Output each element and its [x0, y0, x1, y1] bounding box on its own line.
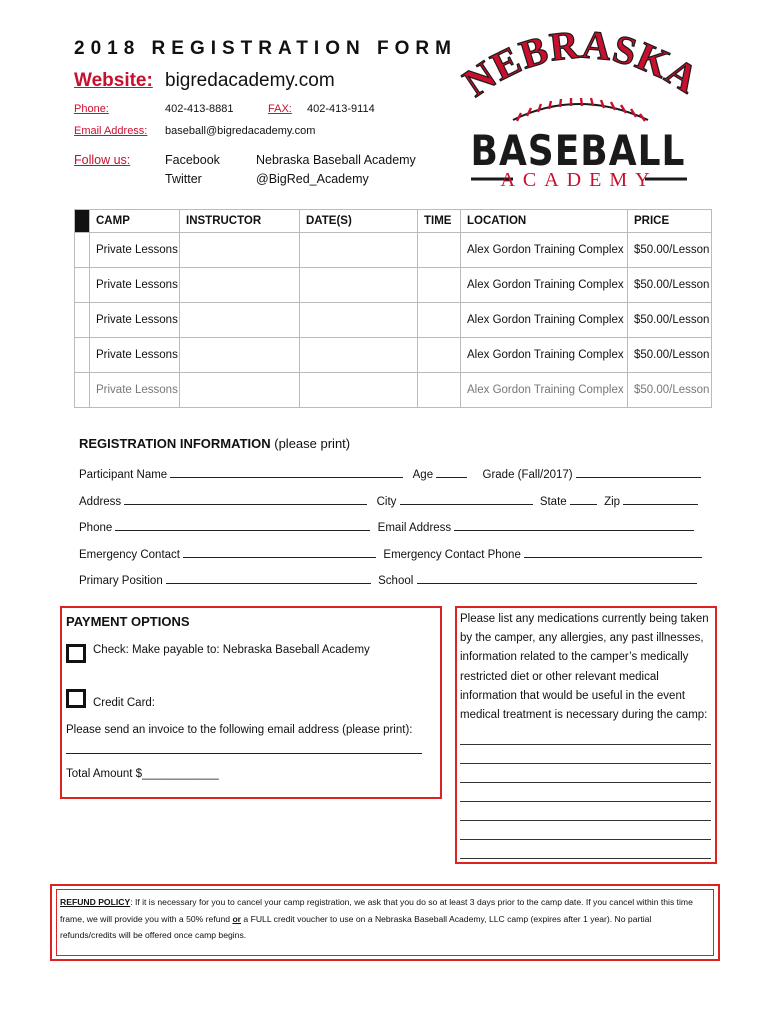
cell-dates[interactable]	[300, 338, 418, 373]
cell-price: $50.00/Lesson	[628, 268, 712, 303]
refund-text-b: a FULL credit voucher to use on a Nebraska Baseball Academy, LLC camp (expires after 1 year). No partial refunds/credits will be offered once camp begins.	[60, 913, 652, 940]
cell-price: $50.00/Lesson	[628, 373, 712, 408]
col-time: TIME	[418, 210, 461, 233]
payment-options-title: PAYMENT OPTIONS	[66, 614, 190, 629]
stitches	[517, 98, 645, 121]
refund-text-a: : If it is necessary for you to cancel your camp registration, we ask that you do so at least 3 days prior to the camp date. If you cancel within this time frame, we will provide you with a 50% refund	[60, 897, 693, 924]
cell-camp: Private Lessons	[90, 338, 180, 373]
cell-camp: Private Lessons	[90, 373, 180, 408]
cell-dates[interactable]	[300, 268, 418, 303]
table-row	[75, 268, 712, 303]
phone-label: Phone	[79, 522, 113, 534]
cell-location: Alex Gordon Training Complex	[461, 373, 628, 408]
social-handle-twitter: @BigRed_Academy	[256, 172, 369, 186]
col-dates: DATE(S)	[300, 210, 418, 233]
state-field[interactable]	[570, 492, 597, 505]
cell-dates[interactable]	[300, 233, 418, 268]
cell-location: Alex Gordon Training Complex	[461, 303, 628, 338]
fax-label: FAX:	[268, 103, 292, 115]
email-label: Email Address	[377, 522, 452, 534]
city-label: City	[376, 496, 397, 508]
form-title: 2018 REGISTRATION FORM	[74, 38, 457, 59]
table-row	[75, 338, 712, 373]
medical-line[interactable]	[460, 782, 711, 783]
cell-camp: Private Lessons	[90, 233, 180, 268]
emergency-phone-field[interactable]	[524, 545, 702, 558]
email-label: Email Address:	[74, 125, 148, 137]
medical-line[interactable]	[460, 858, 711, 859]
refund-policy-text	[60, 894, 710, 944]
registration-subtitle: (please print)	[274, 436, 351, 451]
table-row	[75, 373, 712, 408]
col-price: PRICE	[628, 210, 712, 233]
cell-time[interactable]	[418, 373, 461, 408]
stitch-arc	[513, 104, 648, 120]
table-row	[75, 303, 712, 338]
cell-location: Alex Gordon Training Complex	[461, 338, 628, 373]
primary-position-field[interactable]	[166, 571, 371, 584]
refund-policy-label: REFUND POLICY	[60, 897, 131, 907]
credit-card-label: Credit Card:	[93, 697, 155, 709]
medical-line[interactable]	[460, 839, 711, 840]
total-amount-label[interactable]: Total Amount $____________	[66, 768, 219, 780]
camp-table	[74, 209, 712, 408]
registration-title: REGISTRATION INFORMATION	[79, 436, 271, 451]
address-label: Address	[79, 496, 122, 508]
row-phone	[79, 518, 694, 534]
table-row	[75, 233, 712, 268]
cell-price: $50.00/Lesson	[628, 303, 712, 338]
participant-name-label: Participant Name	[79, 469, 168, 481]
cell-location: Alex Gordon Training Complex	[461, 268, 628, 303]
refund-or: or	[232, 913, 242, 924]
emergency-phone-label: Emergency Contact Phone	[383, 549, 521, 561]
cell-camp: Private Lessons	[90, 268, 180, 303]
col-location: LOCATION	[461, 210, 628, 233]
grade-field[interactable]	[576, 465, 701, 478]
social-network-twitter: Twitter	[165, 172, 202, 186]
cell-time[interactable]	[418, 268, 461, 303]
address-field[interactable]	[124, 492, 367, 505]
zip-label: Zip	[604, 496, 621, 508]
cell-instructor[interactable]	[180, 303, 300, 338]
cell-time[interactable]	[418, 338, 461, 373]
check-checkbox[interactable]	[66, 644, 86, 663]
col-instructor: INSTRUCTOR	[180, 210, 300, 233]
medical-line[interactable]	[460, 801, 711, 802]
fax-value: 402-413-9114	[307, 103, 375, 115]
cell-time[interactable]	[418, 233, 461, 268]
social-handle-facebook: Nebraska Baseball Academy	[256, 153, 416, 167]
row-participant	[79, 465, 701, 481]
cell-dates[interactable]	[300, 303, 418, 338]
phone-value: 402-413-8881	[165, 103, 234, 115]
cell-time[interactable]	[418, 303, 461, 338]
logo-top-word: NEBRASKA	[454, 28, 708, 106]
cell-instructor[interactable]	[180, 338, 300, 373]
city-field[interactable]	[400, 492, 533, 505]
cell-location: Alex Gordon Training Complex	[461, 233, 628, 268]
age-field[interactable]	[436, 465, 467, 478]
col-camp: CAMP	[90, 210, 180, 233]
email-field[interactable]	[454, 518, 694, 531]
grade-label: Grade (Fall/2017)	[482, 469, 573, 481]
medical-line[interactable]	[460, 744, 711, 745]
nebraska-baseball-academy-logo	[443, 28, 713, 198]
school-field[interactable]	[417, 571, 697, 584]
cell-instructor[interactable]	[180, 268, 300, 303]
follow-label: Follow us:	[74, 153, 131, 167]
primary-position-label: Primary Position	[79, 575, 163, 587]
row-emergency	[79, 545, 702, 561]
medical-line[interactable]	[460, 820, 711, 821]
row-position	[79, 571, 697, 587]
check-label: Check: Make payable to: Nebraska Baseball Academy	[93, 644, 370, 656]
emergency-contact-label: Emergency Contact	[79, 549, 180, 561]
email-value[interactable]: baseball@bigredacademy.com	[165, 125, 316, 137]
table-corner	[75, 210, 90, 233]
phone-label: Phone:	[74, 103, 109, 115]
cell-camp: Private Lessons	[90, 303, 180, 338]
logo-middle-word: BASEBALL	[470, 127, 686, 176]
phone-field[interactable]	[115, 518, 370, 531]
medical-info-text: Please list any medications currently being taken by the camper, any allergies, any past illnesses, information related to the camper’s medically restricted diet or other relevant medical information that would be useful in the event medical treatment is necessary during the camp:	[460, 613, 709, 722]
cell-instructor[interactable]	[180, 233, 300, 268]
state-label: State	[539, 496, 567, 508]
website-label: Website:	[74, 70, 153, 91]
logo-bottom-word: ACADEMY	[500, 169, 658, 191]
invoice-label: Please send an invoice to the following email address (please print):	[66, 724, 413, 736]
cell-price: $50.00/Lesson	[628, 338, 712, 373]
medical-line[interactable]	[460, 763, 711, 764]
cell-price: $50.00/Lesson	[628, 233, 712, 268]
school-label: School	[378, 575, 414, 587]
website-url[interactable]: bigredacademy.com	[165, 70, 335, 91]
credit-card-checkbox[interactable]	[66, 689, 86, 708]
invoice-email-field[interactable]	[66, 753, 422, 754]
age-label: Age	[412, 469, 434, 481]
emergency-contact-field[interactable]	[183, 545, 376, 558]
cell-dates[interactable]	[300, 373, 418, 408]
social-network-facebook: Facebook	[165, 153, 220, 167]
table-header-row	[75, 210, 712, 233]
registration-heading	[79, 436, 350, 451]
participant-name-field[interactable]	[170, 465, 403, 478]
zip-field[interactable]	[623, 492, 698, 505]
cell-instructor[interactable]	[180, 373, 300, 408]
row-address	[79, 492, 698, 508]
